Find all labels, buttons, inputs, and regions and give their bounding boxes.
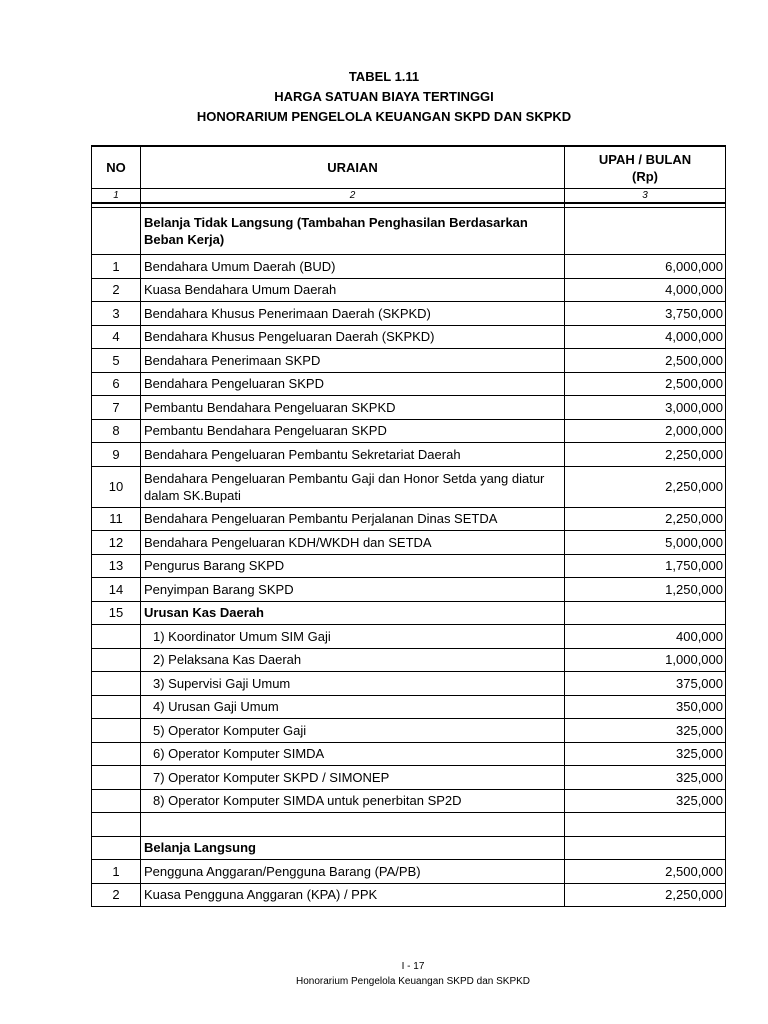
- document-subtitle: HONORARIUM PENGELOLA KEUANGAN SKPD DAN SKPKD: [196, 109, 572, 124]
- row-uraian: Bendahara Khusus Pengeluaran Daerah (SKPKD): [141, 325, 565, 349]
- row-uraian: 6) Operator Komputer SIMDA: [141, 742, 565, 766]
- table-row: [92, 531, 726, 555]
- row-no: 6: [92, 372, 141, 396]
- row-no: 4: [92, 325, 141, 349]
- row-uraian: Penyimpan Barang SKPD: [141, 578, 565, 602]
- row-no: 14: [92, 578, 141, 602]
- row-amount: 2,500,000: [565, 349, 726, 373]
- row-no: 2: [92, 883, 141, 907]
- row-uraian: Bendahara Pengeluaran Pembantu Gaji dan Honor Setda yang diatur dalam SK.Bupati: [141, 466, 565, 507]
- table-row: [92, 396, 726, 420]
- row-no: 10: [92, 466, 141, 507]
- header-upah-line2: (Rp): [632, 168, 658, 184]
- table-row: [92, 349, 726, 373]
- table-row: [92, 695, 726, 719]
- column-number-row: [92, 189, 726, 204]
- row-no: [92, 742, 141, 766]
- row-amount: 2,500,000: [565, 372, 726, 396]
- row-no: 2: [92, 278, 141, 302]
- empty-cell: [565, 813, 726, 837]
- empty-row: [92, 813, 726, 837]
- row-uraian: Bendahara Penerimaan SKPD: [141, 349, 565, 373]
- row-amount: 325,000: [565, 742, 726, 766]
- row-amount: 6,000,000: [565, 255, 726, 279]
- row-no: 9: [92, 443, 141, 467]
- section-row-belanja-langsung: [92, 836, 726, 860]
- row-amount: 400,000: [565, 625, 726, 649]
- row-amount: 2,000,000: [565, 419, 726, 443]
- row-amount: 325,000: [565, 719, 726, 743]
- table-number: TABEL 1.11: [348, 69, 420, 84]
- row-amount: 5,000,000: [565, 531, 726, 555]
- row-uraian: 7) Operator Komputer SKPD / SIMONEP: [141, 766, 565, 790]
- row-no: [92, 672, 141, 696]
- row-amount: 4,000,000: [565, 278, 726, 302]
- section-no: [92, 208, 141, 255]
- row-uraian: Bendahara Pengeluaran Pembantu Perjalanan Dinas SETDA: [141, 507, 565, 531]
- row-no: [92, 766, 141, 790]
- row-no: [92, 625, 141, 649]
- column-number-2: 2: [141, 189, 565, 204]
- honorarium-table: [91, 145, 726, 907]
- row-no: 13: [92, 554, 141, 578]
- row-amount: 4,000,000: [565, 325, 726, 349]
- row-no: 5: [92, 349, 141, 373]
- row-amount: [565, 601, 726, 625]
- header-upah: [565, 146, 726, 189]
- table-row: [92, 278, 726, 302]
- row-uraian: 1) Koordinator Umum SIM Gaji: [141, 625, 565, 649]
- table-row: [92, 507, 726, 531]
- table-row: [92, 601, 726, 625]
- row-amount: 1,750,000: [565, 554, 726, 578]
- table-row: [92, 372, 726, 396]
- table-header-row: [92, 146, 726, 189]
- header-uraian: URAIAN: [141, 146, 565, 189]
- row-no: 11: [92, 507, 141, 531]
- table-row: [92, 419, 726, 443]
- table-row: [92, 672, 726, 696]
- row-no: 15: [92, 601, 141, 625]
- header-no: NO: [92, 146, 141, 189]
- rows-belanja-tidak-langsung: [92, 255, 726, 625]
- header-upah-line1: UPAH / BULAN: [598, 151, 692, 167]
- row-uraian: 5) Operator Komputer Gaji: [141, 719, 565, 743]
- row-uraian: Bendahara Pengeluaran SKPD: [141, 372, 565, 396]
- table-row: [92, 443, 726, 467]
- rows-belanja-langsung: [92, 860, 726, 907]
- table-row: [92, 302, 726, 326]
- row-uraian: Bendahara Umum Daerah (BUD): [141, 255, 565, 279]
- row-amount: 2,250,000: [565, 883, 726, 907]
- row-no: 12: [92, 531, 141, 555]
- row-amount: 325,000: [565, 789, 726, 813]
- row-uraian: Kuasa Pengguna Anggaran (KPA) / PPK: [141, 883, 565, 907]
- row-amount: 2,250,000: [565, 507, 726, 531]
- row-amount: 1,250,000: [565, 578, 726, 602]
- row-uraian: Bendahara Pengeluaran KDH/WKDH dan SETDA: [141, 531, 565, 555]
- table-row: [92, 648, 726, 672]
- row-no: 1: [92, 860, 141, 884]
- row-uraian: Pengguna Anggaran/Pengguna Barang (PA/PB): [141, 860, 565, 884]
- row-amount: 2,250,000: [565, 443, 726, 467]
- row-no: [92, 648, 141, 672]
- row-uraian: 3) Supervisi Gaji Umum: [141, 672, 565, 696]
- table-row: [92, 860, 726, 884]
- empty-cell: [92, 813, 141, 837]
- section-amount: [565, 208, 726, 255]
- row-amount: 325,000: [565, 766, 726, 790]
- table-row: [92, 719, 726, 743]
- row-uraian: Bendahara Pengeluaran Pembantu Sekretariat Daerah: [141, 443, 565, 467]
- table-row: [92, 742, 726, 766]
- column-number-1: 1: [92, 189, 141, 204]
- table-row: [92, 789, 726, 813]
- table-row: [92, 883, 726, 907]
- row-uraian: Pembantu Bendahara Pengeluaran SKPKD: [141, 396, 565, 420]
- empty-cell: [141, 813, 565, 837]
- row-no: 8: [92, 419, 141, 443]
- section-no: [92, 836, 141, 860]
- row-amount: 3,750,000: [565, 302, 726, 326]
- table-row: [92, 554, 726, 578]
- row-amount: 3,000,000: [565, 396, 726, 420]
- row-amount: 350,000: [565, 695, 726, 719]
- row-uraian: 2) Pelaksana Kas Daerah: [141, 648, 565, 672]
- row-uraian: 8) Operator Komputer SIMDA untuk penerbitan SP2D: [141, 789, 565, 813]
- table-row: [92, 578, 726, 602]
- row-no: [92, 789, 141, 813]
- section-title: Belanja Langsung: [141, 836, 565, 860]
- row-no: [92, 719, 141, 743]
- row-no: 7: [92, 396, 141, 420]
- row-uraian: Pengurus Barang SKPD: [141, 554, 565, 578]
- document-title: HARGA SATUAN BIAYA TERTINGGI: [274, 89, 494, 104]
- table-row: [92, 466, 726, 507]
- column-number-3: 3: [565, 189, 726, 204]
- row-uraian: Bendahara Khusus Penerimaan Daerah (SKPKD): [141, 302, 565, 326]
- section-title: Belanja Tidak Langsung (Tambahan Penghasilan Berdasarkan Beban Kerja): [141, 208, 565, 255]
- row-amount: 375,000: [565, 672, 726, 696]
- row-no: 3: [92, 302, 141, 326]
- row-uraian: Pembantu Bendahara Pengeluaran SKPD: [141, 419, 565, 443]
- row-uraian: 4) Urusan Gaji Umum: [141, 695, 565, 719]
- page-number: I - 17: [401, 961, 425, 972]
- rows-urusan-kas-daerah: [92, 625, 726, 813]
- row-uraian: Kuasa Bendahara Umum Daerah: [141, 278, 565, 302]
- row-no: 1: [92, 255, 141, 279]
- row-amount: 1,000,000: [565, 648, 726, 672]
- row-uraian: Urusan Kas Daerah: [141, 601, 565, 625]
- section-amount: [565, 836, 726, 860]
- table-row: [92, 255, 726, 279]
- table-row: [92, 766, 726, 790]
- row-amount: 2,500,000: [565, 860, 726, 884]
- footer-caption: Honorarium Pengelola Keuangan SKPD dan SKPKD: [295, 976, 531, 987]
- table-row: [92, 625, 726, 649]
- row-amount: 2,250,000: [565, 466, 726, 507]
- section-row-belanja-tidak-langsung: [92, 208, 726, 255]
- table-row: [92, 325, 726, 349]
- row-no: [92, 695, 141, 719]
